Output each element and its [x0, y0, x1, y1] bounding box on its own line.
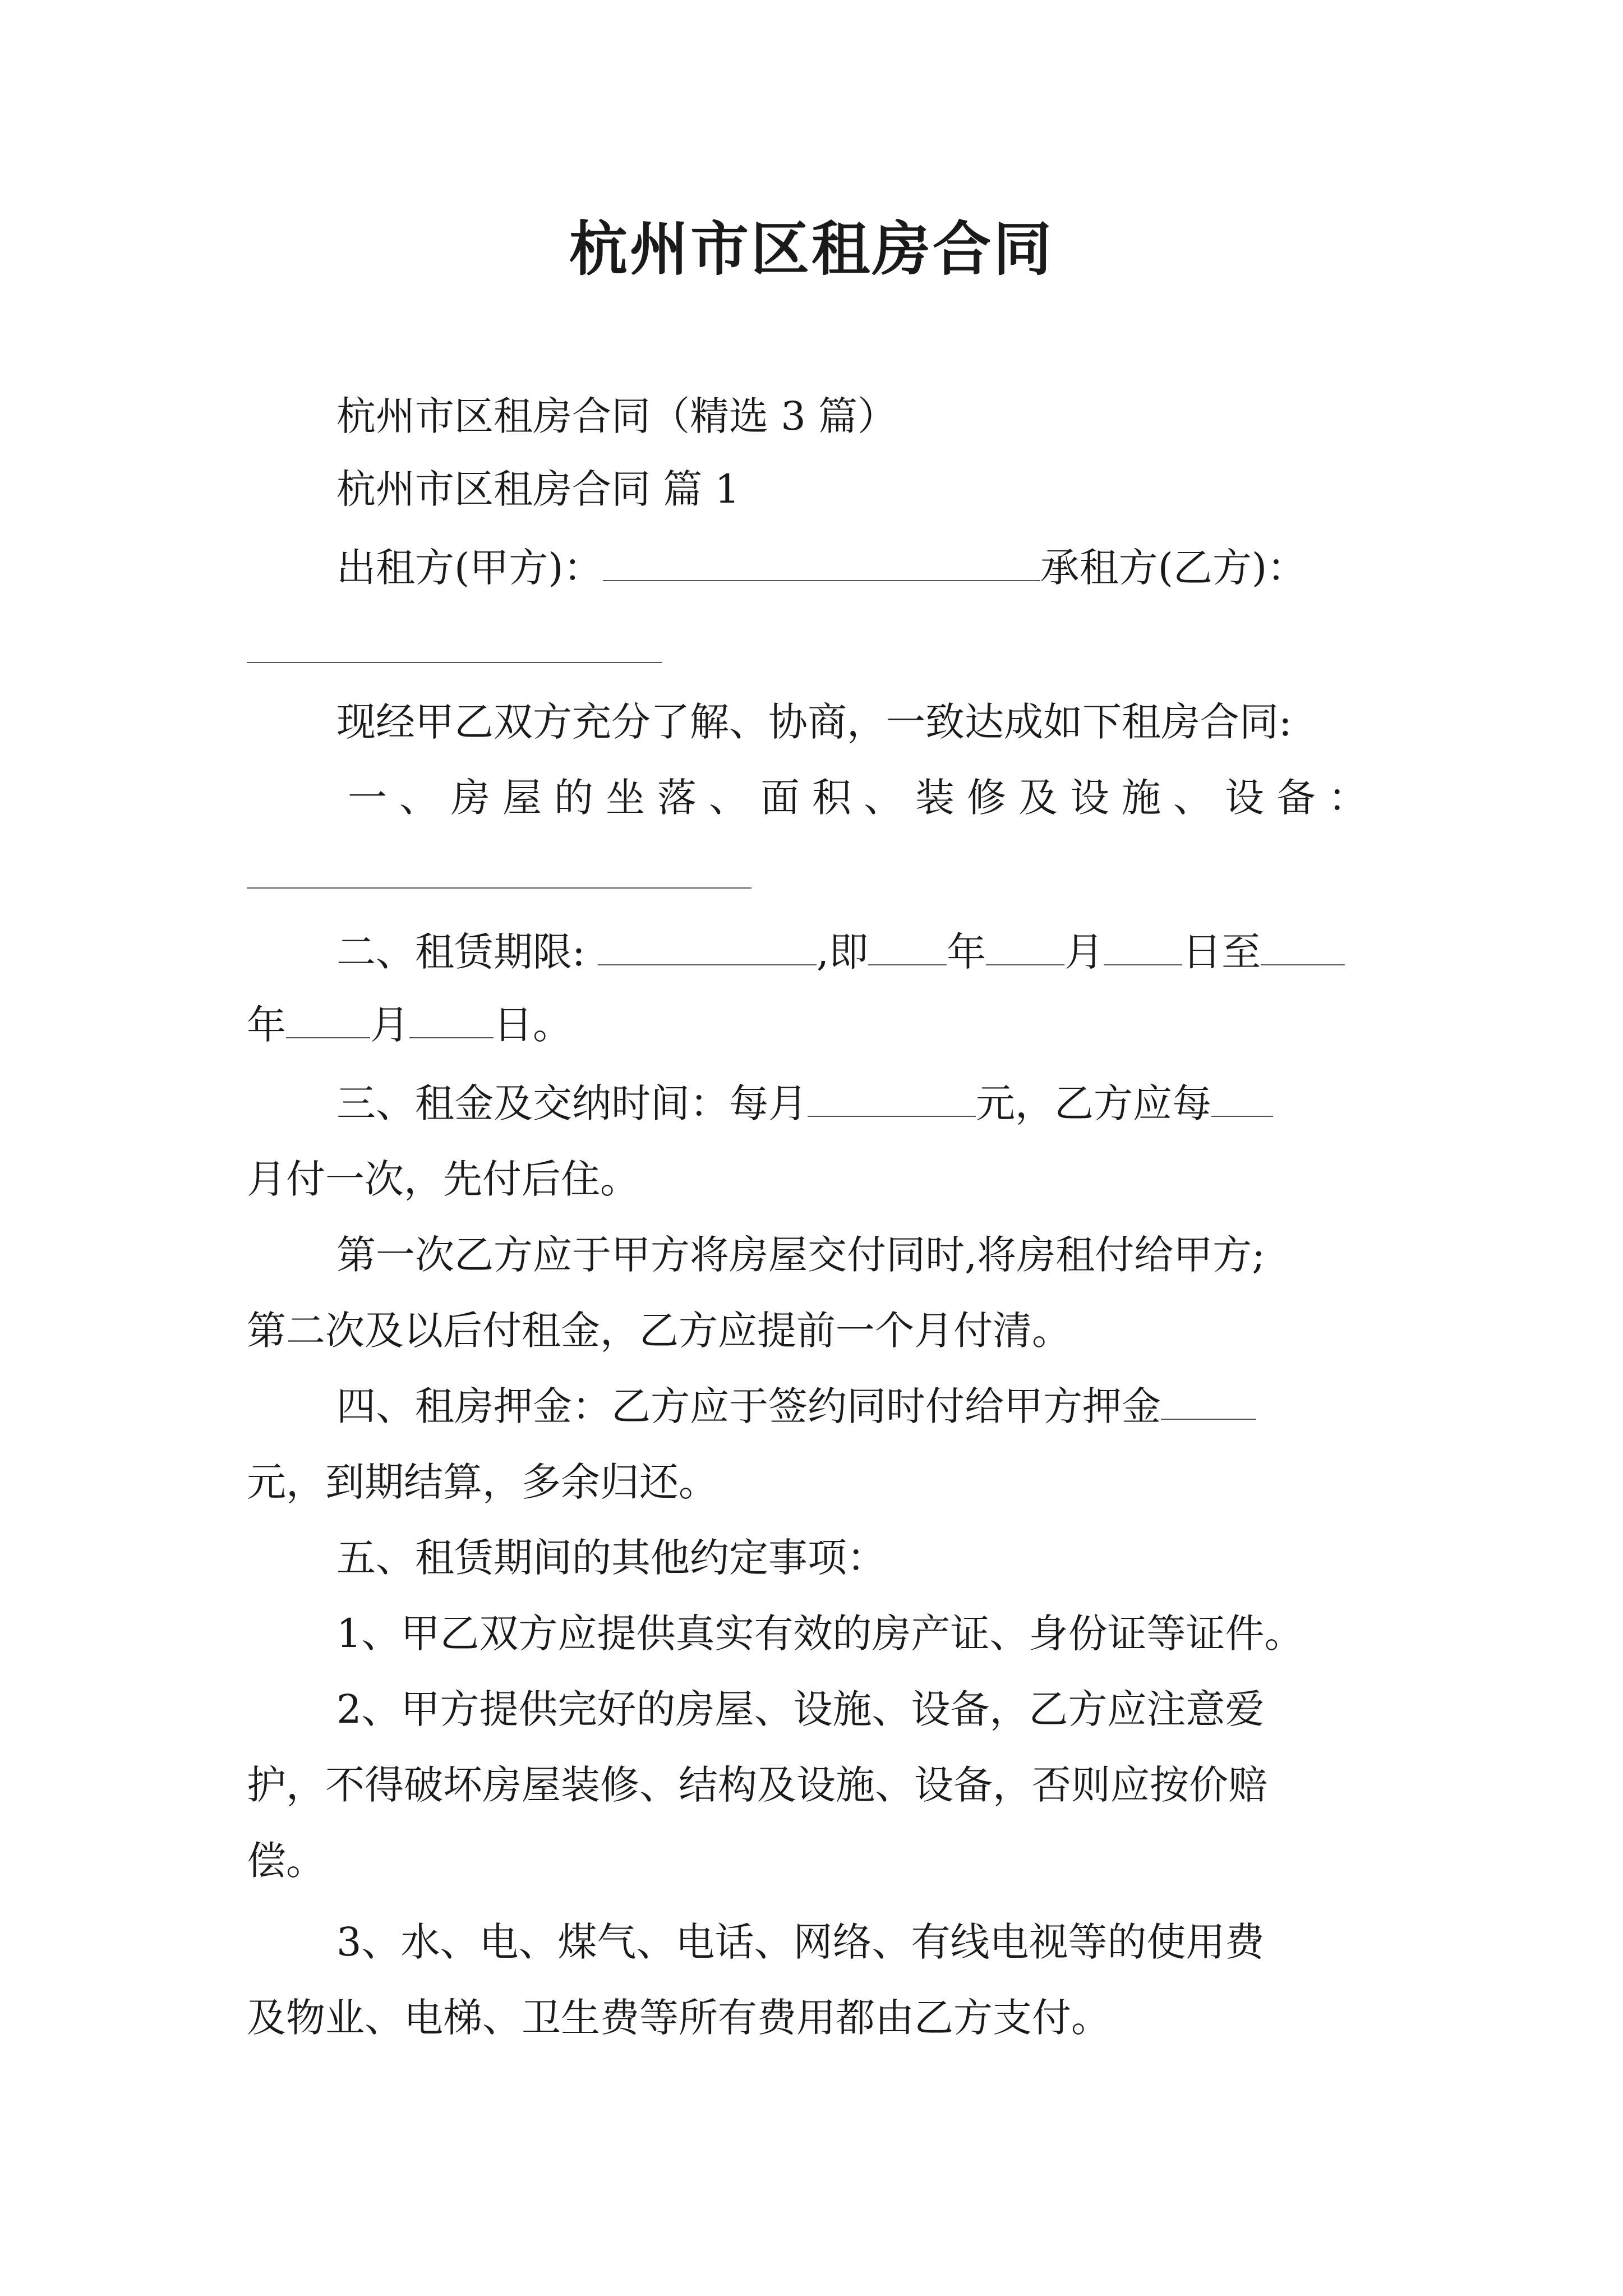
- end-month-blank: [286, 1004, 370, 1038]
- clause-3-yuan: 元，乙方应每: [976, 1080, 1211, 1126]
- clause-1: 一、房屋的坐落、面积、装修及设施、设备：: [348, 775, 1380, 821]
- monthly-rent-blank: [808, 1082, 976, 1117]
- document-title: 杭州市区租房合同: [569, 214, 1054, 283]
- clause-2-label: 二、租赁期限:: [336, 929, 585, 975]
- lessee-label: 承租方(乙方)：: [1040, 545, 1307, 591]
- lessee-blank: [247, 662, 662, 663]
- payment-line-2: 第二次及以后付租金，乙方应提前一个月付清。: [247, 1308, 1071, 1354]
- clause-2-end-day: 日。: [494, 1002, 572, 1048]
- item-2-line-2: 护，不得破坏房屋装修、结构及设施、设备，否则应按价赔: [247, 1762, 1267, 1808]
- clause-2-ie: ,即: [816, 929, 869, 975]
- start-month-blank: [986, 931, 1064, 965]
- deposit-blank: [1161, 1385, 1256, 1420]
- clause-4-label: 四、租房押金：乙方应于签约同时付给甲方押金: [336, 1383, 1161, 1429]
- clause-1-blank: [247, 887, 751, 889]
- item-2-line-1: 2、甲方提供完好的房屋、设施、设备，乙方应注意爱: [336, 1686, 1265, 1732]
- start-year-blank: [868, 931, 947, 965]
- end-day-blank: [409, 1004, 494, 1038]
- clause-5: 五、租赁期间的其他约定事项：: [336, 1535, 886, 1581]
- end-year-blank: [1261, 931, 1345, 965]
- document-subtitle: 杭州市区租房合同（精选 3 篇）: [336, 393, 897, 439]
- section-heading: 杭州市区租房合同 篇 1: [336, 466, 740, 512]
- clause-2-to: 日至: [1182, 929, 1261, 975]
- clause-2-end-month: 月: [370, 1002, 409, 1048]
- item-1: 1、甲乙双方应提供真实有效的房产证、身份证等证件。: [336, 1611, 1304, 1657]
- start-day-blank: [1104, 931, 1182, 965]
- clause-4-line-2: 元，到期结算，多余归还。: [247, 1459, 718, 1505]
- item-3-line-1: 3、水、电、煤气、电话、网络、有线电视等的使用费: [336, 1919, 1265, 1965]
- clause-2-line-1: [336, 928, 1475, 976]
- payment-line-1: 第一次乙方应于甲方将房屋交付同时,将房租付给甲方;: [336, 1232, 1265, 1278]
- clause-2-end-year: 年: [247, 1002, 286, 1048]
- clause-3-line-1: [336, 1080, 1475, 1127]
- item-2-line-3: 偿。: [247, 1838, 325, 1884]
- lessor-label: 出租方(甲方)：: [336, 545, 603, 591]
- clause-3-label: 三、租金及交纳时间：每月: [336, 1080, 808, 1126]
- lease-term-blank: [598, 931, 817, 965]
- clause-2-line-2: [247, 1001, 1385, 1048]
- clause-4-line-1: [336, 1383, 1475, 1430]
- payment-interval-blank: [1211, 1082, 1273, 1117]
- intro-paragraph: 现经甲乙双方充分了解、协商，一致达成如下租房合同:: [336, 699, 1292, 745]
- clause-2-year: 年: [947, 929, 986, 975]
- parties-line: [336, 544, 1475, 591]
- clause-3-line-2: 月付一次，先付后住。: [247, 1156, 639, 1202]
- lessor-blank: [603, 546, 1040, 581]
- item-3-line-2: 及物业、电梯、卫生费等所有费用都由乙方支付。: [247, 1995, 1110, 2041]
- clause-2-month: 月: [1064, 929, 1104, 975]
